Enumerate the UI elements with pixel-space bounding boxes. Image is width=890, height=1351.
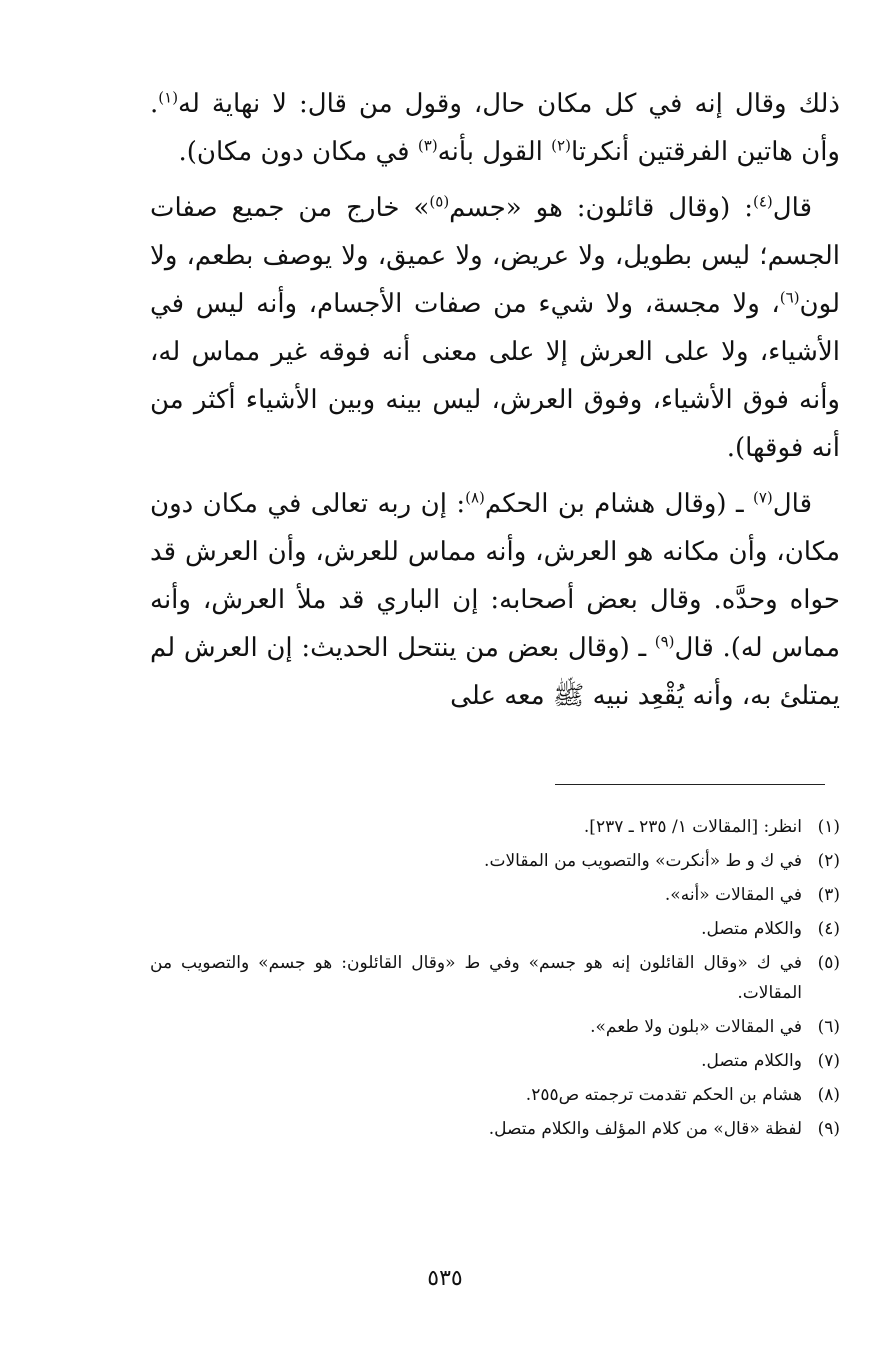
footnote-9: [150, 1114, 840, 1144]
footnote-number: (٥): [817, 953, 840, 973]
footnote-text: في ك و ط «أنكرت» والتصويب من المقالات.: [484, 851, 802, 871]
footnote-6: [150, 1012, 840, 1042]
footnote-number: (٤): [817, 919, 840, 939]
footnote-3: [150, 880, 840, 910]
body-text: [150, 80, 840, 720]
footnote-number: (٨): [817, 1085, 840, 1105]
footnote-ref: (٧): [752, 488, 773, 507]
text-run: ذلك وقال إنه في كل مكان حال، وقول من قال: لا نهاية له: [178, 89, 840, 119]
paragraph-1: [150, 80, 840, 176]
text-run: في مكان دون مكان).: [178, 137, 418, 167]
text-run: ـ (وقال هشام بن الحكم: [484, 489, 753, 519]
footnote-number: (٣): [817, 885, 840, 905]
footnote-ref: (٣): [417, 136, 438, 155]
text-run: . وأن هاتين الفرقتين أنكرتا: [150, 89, 840, 167]
footnote-number: (٧): [817, 1051, 840, 1071]
footnote-number: (٦): [817, 1017, 840, 1037]
footnote-text: والكلام متصل.: [701, 1051, 802, 1071]
footnote-ref: (٢): [551, 136, 571, 155]
paragraph-3: [150, 480, 840, 720]
footnote-text: انظر: [المقالات ١/ ٢٣٥ ـ ٢٣٧].: [583, 817, 802, 837]
footnote-1: [150, 812, 840, 842]
footnote-number: (١): [817, 817, 840, 837]
text-run: : (وقال قائلون: هو «جسم: [449, 193, 753, 223]
text-run: » خارج من جميع صفات الجسم؛ ليس بطويل، ولا عريض، ولا عميق، ولا يوصف بطعم، ولا لون: [150, 193, 840, 319]
footnote-number: (٩): [817, 1119, 840, 1139]
text-run: قال: [772, 193, 813, 223]
footnotes: [150, 812, 840, 1148]
footnote-ref: (١): [158, 88, 179, 107]
footnote-text: في المقالات «بلون ولا طعم».: [590, 1017, 802, 1037]
footnote-text: في المقالات «أنه».: [664, 885, 802, 905]
footnote-text: في ك «وقال القائلون إنه هو جسم» وفي ط «وقال القائلون: هو جسم» والتصويب من المقالات.: [150, 953, 802, 1003]
footnote-number: (٢): [817, 851, 840, 871]
footnote-ref: (٦): [779, 288, 800, 307]
footnote-text: لفظة «قال» من كلام المؤلف والكلام متصل.: [488, 1119, 802, 1139]
footnote-4: [150, 914, 840, 944]
paragraph-2: [150, 184, 840, 472]
footnote-ref: (٨): [465, 488, 485, 507]
main-text: [150, 80, 840, 728]
footnote-ref: (٤): [752, 192, 773, 211]
text-run: ، ولا مجسة، ولا شيء من صفات الأجسام، وأنه ليس في الأشياء، ولا على العرش إلا على معنى أنه فوقه غير مماس له، وأنه فوق الأشياء، وفوق العرش، ليس بينه وبين الأشياء أكثر من أنه فوقها).: [150, 289, 840, 463]
footnote-text: والكلام متصل.: [701, 919, 802, 939]
footnote-5: [150, 948, 840, 1008]
footnote-8: [150, 1080, 840, 1110]
footnote-ref: (٩): [654, 632, 675, 651]
footnote-text: هشام بن الحكم تقدمت ترجمته ص٢٥٥.: [525, 1085, 802, 1105]
footnote-7: [150, 1046, 840, 1076]
text-run: ـ (وقال بعض من ينتحل الحديث: إن العرش لم يمتلئ به، وأنه يُقْعِد نبيه ﷺ معه على: [150, 633, 840, 711]
footnote-separator: [555, 784, 825, 785]
footnote-ref: (٥): [429, 192, 450, 211]
footnote-2: [150, 846, 840, 876]
text-run: : إن ربه تعالى في مكان دون مكان، وأن مكانه هو العرش، وأنه مماس للعرش، وأن العرش قد حواه وحدَّه. وقال بعض أصحابه: إن الباري قد ملأ العرش، وأنه مماس له). قال: [150, 489, 840, 663]
page-number: ٥٣٥: [427, 1266, 463, 1291]
text-run: القول بأنه: [437, 137, 552, 167]
text-run: قال: [772, 489, 812, 519]
